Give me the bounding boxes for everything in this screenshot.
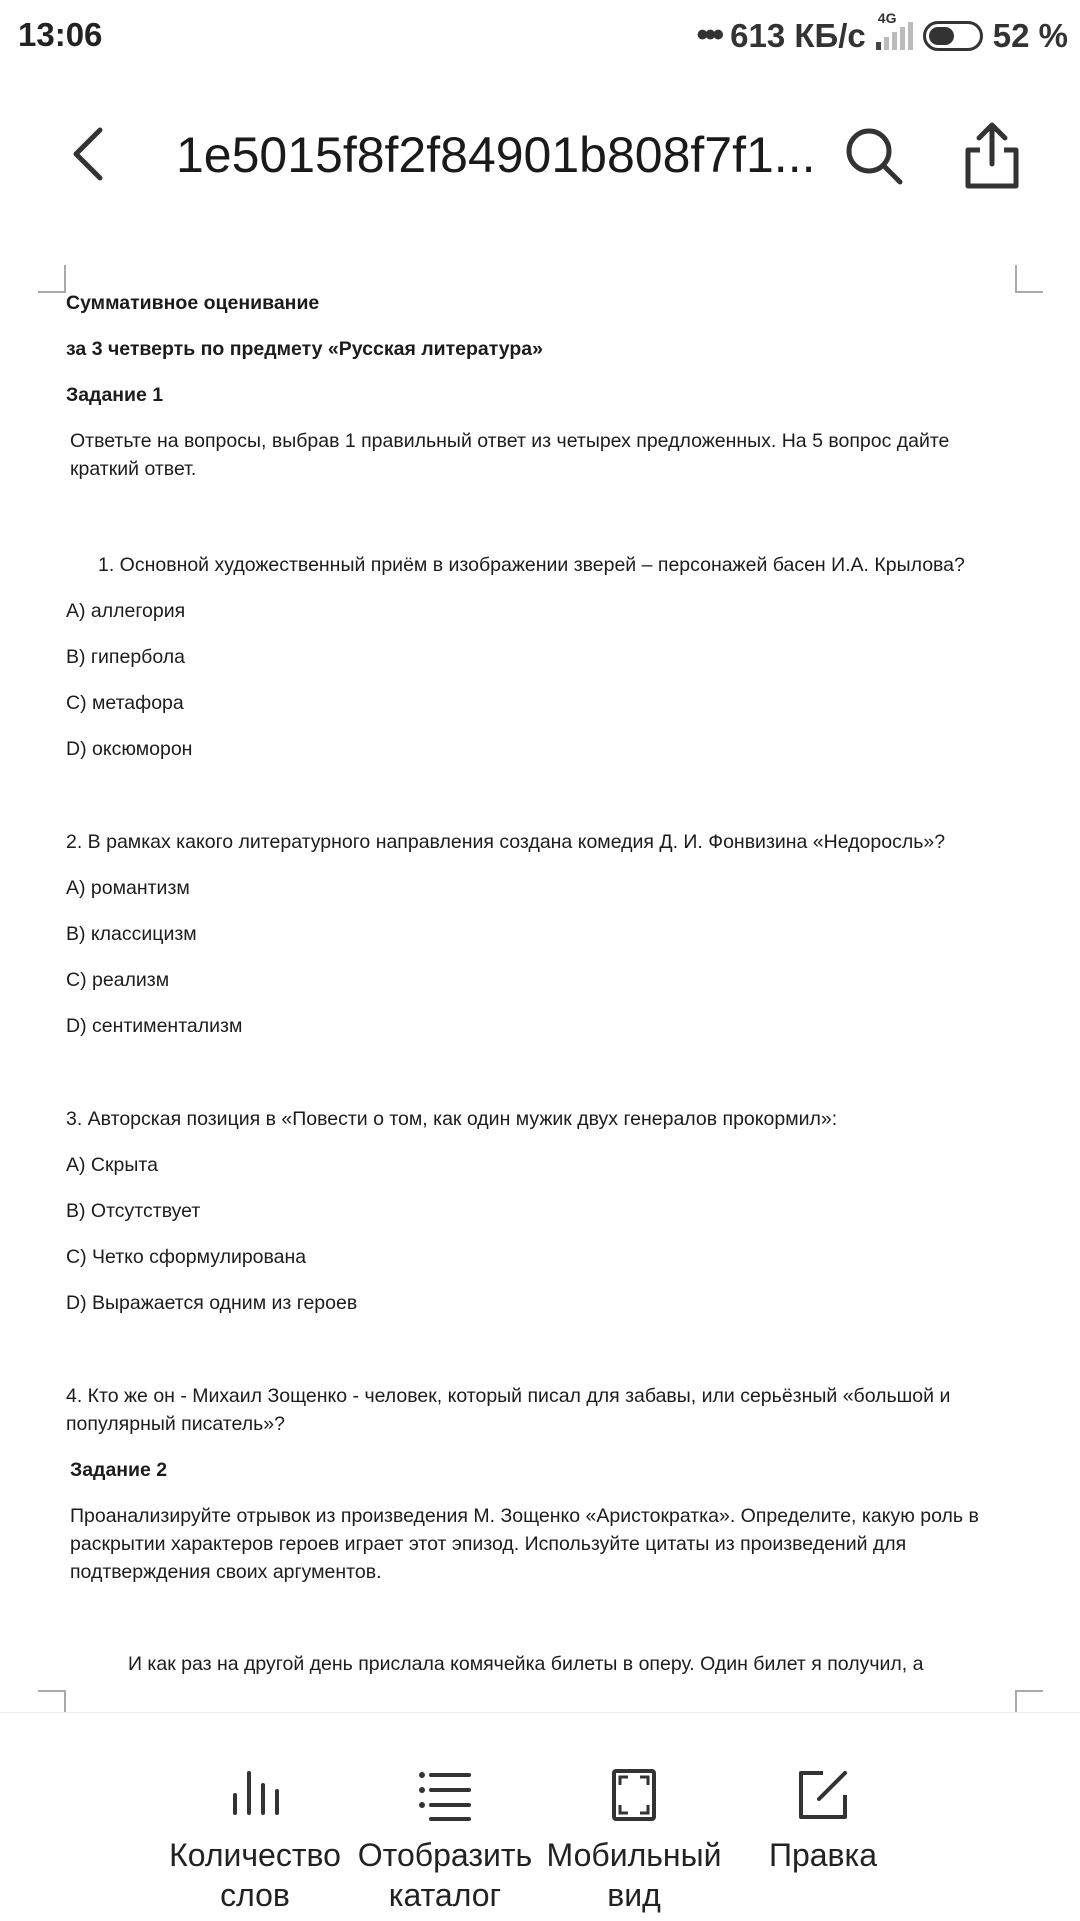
q1-option: D) оксюморон [66,738,193,760]
page-corner-mark [38,265,66,293]
status-time: 13:06 [18,16,103,53]
page-corner-mark [1015,265,1043,293]
mobile-view-button[interactable] [539,1713,729,1921]
doc-subheading: за 3 четверть по предмету «Русская литература» [66,338,543,360]
search-button[interactable] [842,124,906,188]
battery-icon [923,21,983,51]
dots-icon: ••• [696,16,721,54]
q2-option: B) классицизм [66,923,197,945]
share-button[interactable] [962,120,1022,190]
fullscreen-icon [604,1765,664,1825]
task1-instructions: Ответьте на вопросы, выбрав 1 правильный ответ из четырех предложенных. На 5 вопрос дайте краткий ответ. [70,430,950,480]
task2-title: Задание 2 [70,1459,168,1481]
question-4: 4. Кто же он - Михаил Зощенко - человек, который писал для забавы, или серьёзный «большой и популярный писатель»? [66,1385,951,1435]
search-icon [842,124,906,188]
back-arrow-icon [62,124,122,184]
document-title: 1e5015f8f2f84901b808f7f1... [176,127,816,183]
q3-option: B) Отсутствует [66,1200,201,1222]
task1-title: Задание 1 [66,384,164,406]
q3-option: A) Скрыта [66,1154,158,1176]
list-icon [415,1765,475,1825]
q1-option: A) аллегория [66,600,186,622]
question-1: 1. Основной художественный приём в изображении зверей – персонажей басен И.А. Крылова? [98,554,965,576]
battery-percent: 52 % [992,16,1068,54]
show-catalog-label: Отобразить каталог [357,1837,533,1913]
excerpt-text: И как раз на другой день прислала комячейка билеты в оперу. Один билет я получил, а [128,1653,924,1675]
edit-button[interactable] [728,1713,918,1921]
network-type: 4G [877,9,897,26]
q3-option: C) Четко сформулирована [66,1246,307,1268]
back-button[interactable] [62,124,122,184]
q1-option: B) гипербола [66,646,185,668]
q2-option: D) сентиментализм [66,1015,243,1037]
document-page[interactable] [0,265,1080,1710]
edit-icon [793,1765,853,1825]
status-right [696,9,1068,55]
share-icon [962,120,1022,190]
status-bar [0,0,1080,72]
top-bar [0,100,1080,210]
word-count-label: Количество слов [169,1837,341,1913]
question-3: 3. Авторская позиция в «Повести о том, как один мужик двух генералов прокормил»: [66,1108,838,1130]
q2-option: C) реализм [66,969,170,991]
word-count-button[interactable] [160,1713,350,1921]
signal-icon [876,9,913,50]
question-2: 2. В рамках какого литературного направления создана комедия Д. И. Фонвизина «Недоросль»? [66,831,946,853]
task2-instructions: Проанализируйте отрывок из произведения М. Зощенко «Аристократка». Определите, какую роль в раскрытии характеров героев играет этот эпизод. Используйте цитаты из произведений для подтверждения своих аргументов. [70,1505,979,1583]
q3-option: D) Выражается одним из героев [66,1292,358,1314]
bottom-toolbar [0,1712,1080,1921]
q2-option: A) романтизм [66,877,190,899]
edit-label: Правка [768,1837,878,1873]
mobile-view-label: Мобильный вид [546,1837,722,1913]
net-speed: 613 КБ/с [730,16,866,54]
q1-option: C) метафора [66,692,184,714]
doc-heading: Суммативное оценивание [66,292,320,314]
bar-chart-icon [225,1765,285,1825]
show-catalog-button[interactable] [350,1713,540,1921]
